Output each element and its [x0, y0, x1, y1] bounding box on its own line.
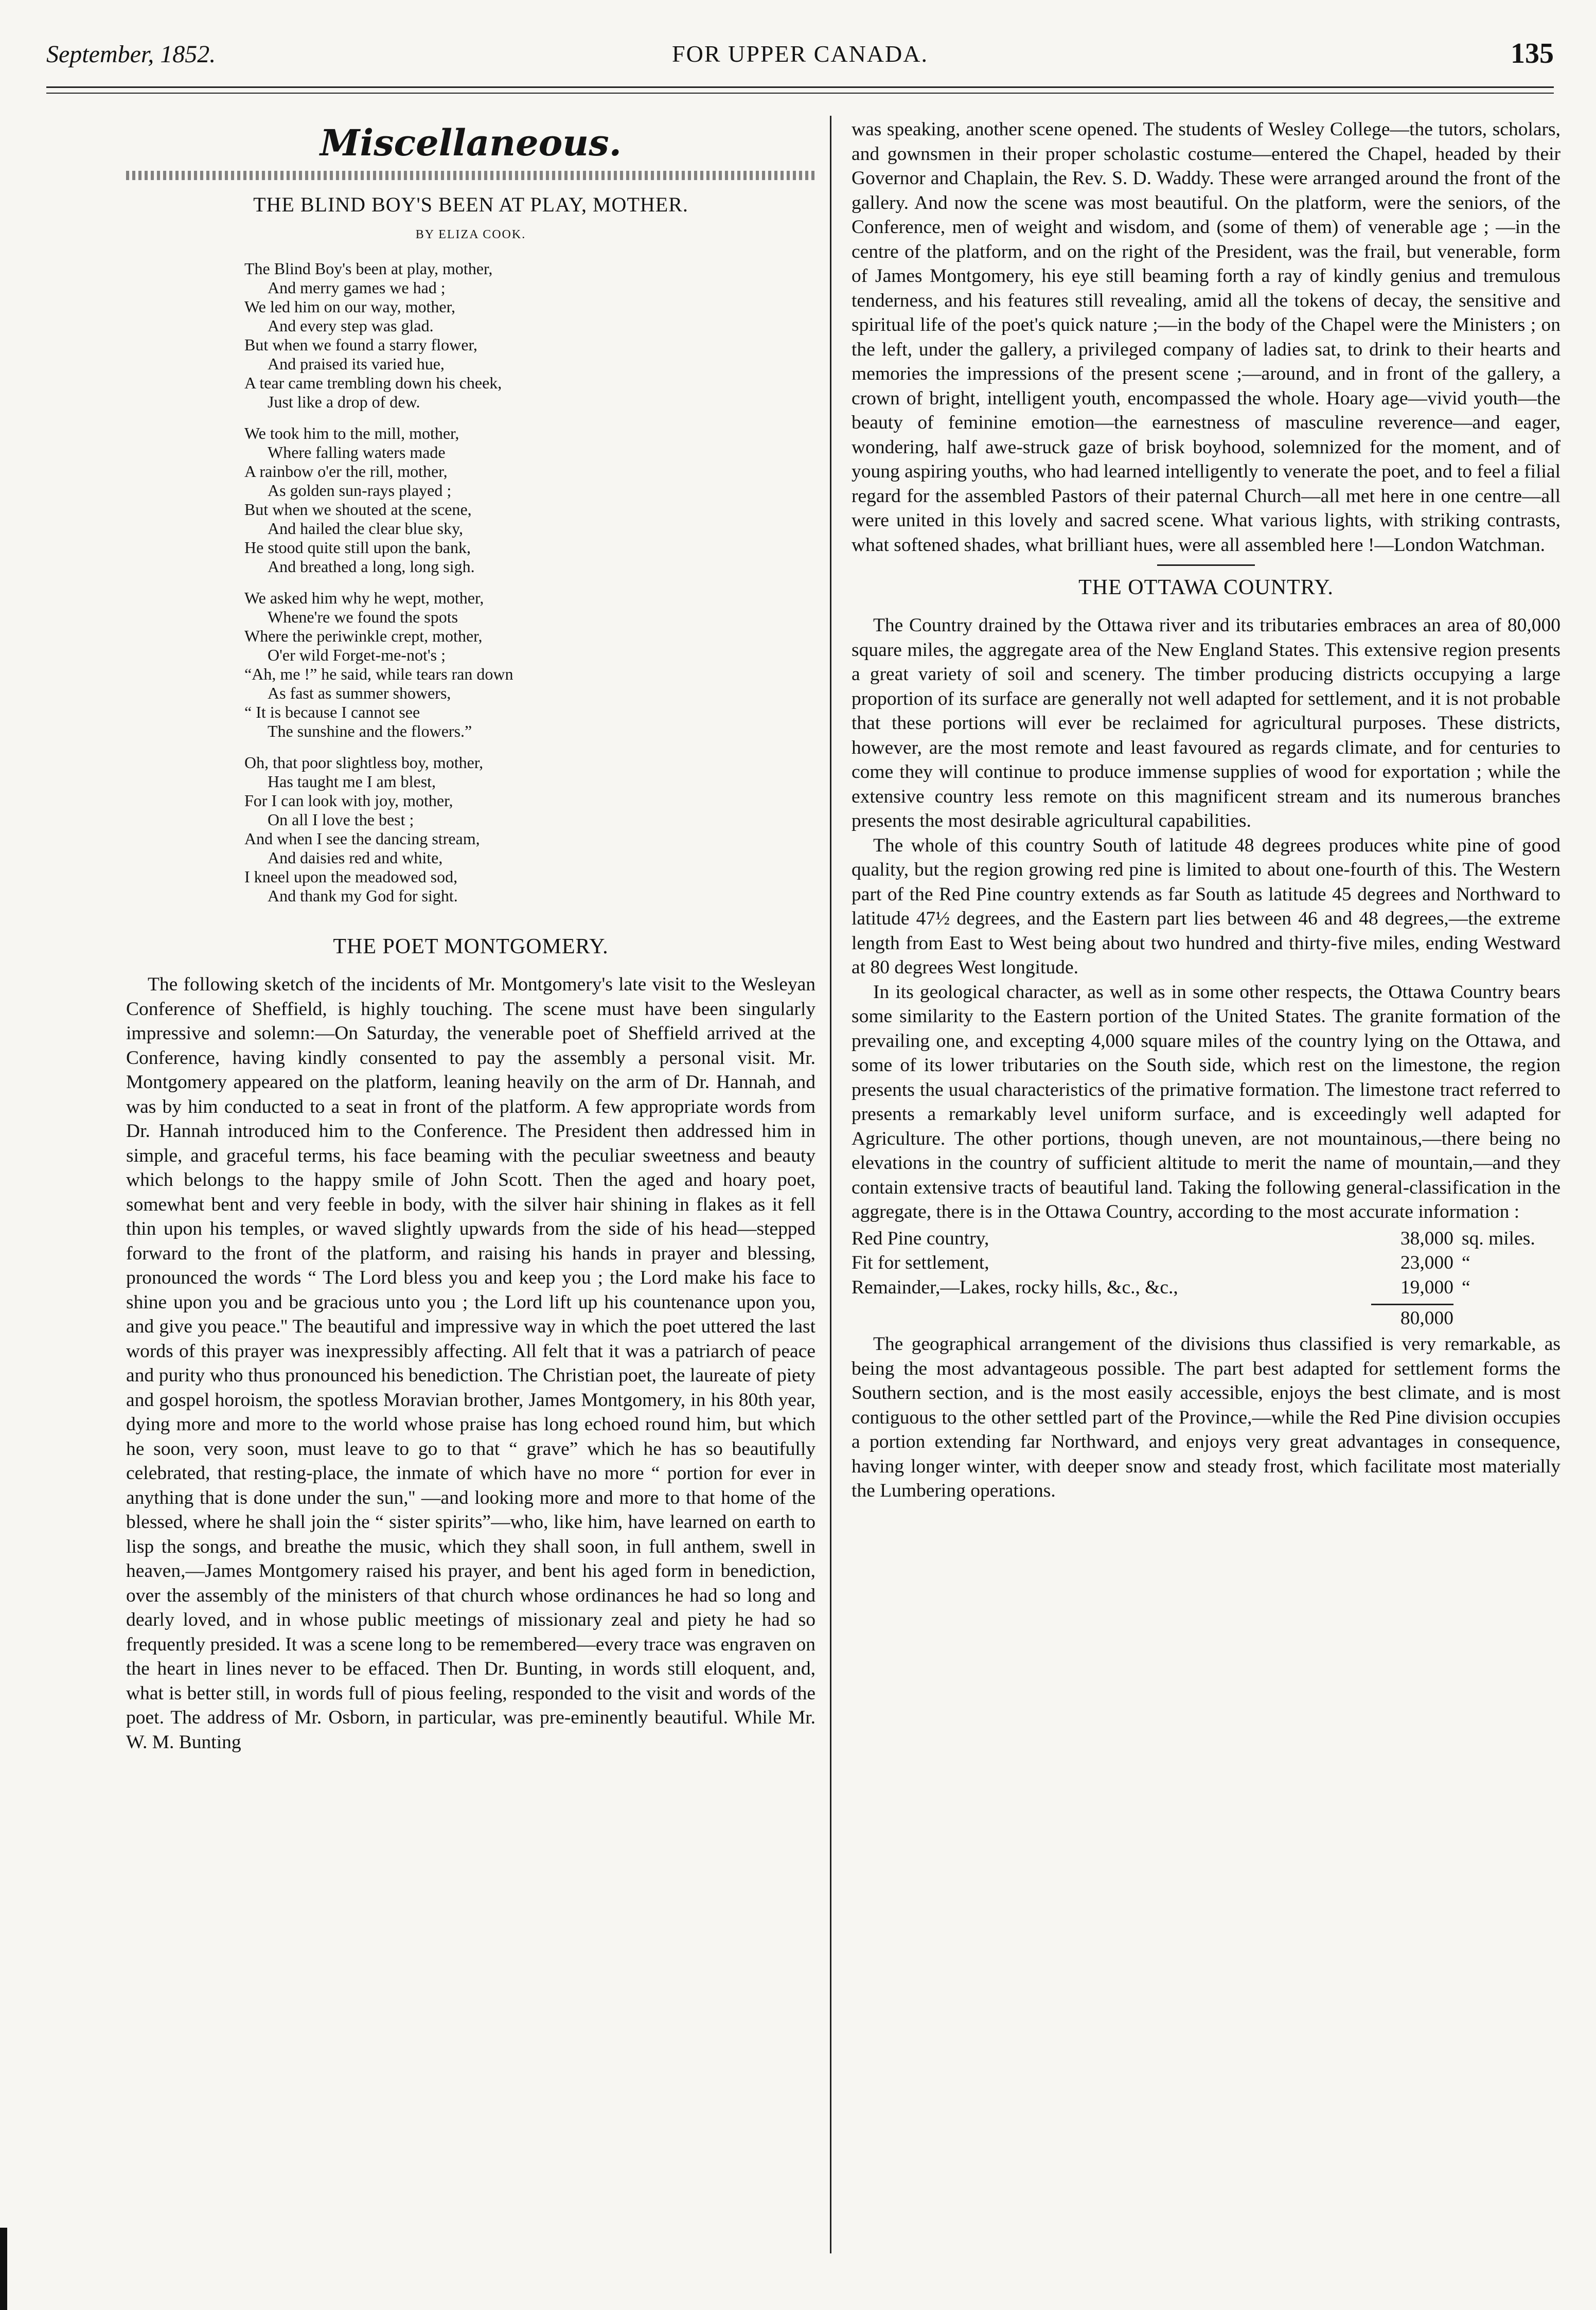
poem-line: Where the periwinkle crept, mother,: [244, 627, 483, 645]
poem-line: For I can look with joy, mother,: [244, 791, 453, 810]
table-row: [852, 1275, 1560, 1300]
article-paragraph: The following sketch of the incidents of Mr. Montgomery's late visit to the Wesleyan Conference of Sheffield, is highly touching. The scene must have been singularly impressive and solemn:—On Saturday, the venerable poet of Sheffield arrived at the Conference, having kindly consented to pay the assembly a personal visit. Mr. Montgomery appeared on the platform, leaning heavily on the arm of Dr. Hannah, and was by him conducted to a seat in front of the platform. A few appropriate words from Dr. Hannah introduced him to the Conference. The President then addressed him in simple, and graceful terms, his face beaming with the peculiar sweetness and beauty which belongs to the happy smile of John Scott. Then the aged and hoary poet, somewhat bent and very feeble in body, with the silver hair shining in flakes as it fell thin upon his temples, or waved slightly upwards from the side of his head—stepped forward to the front of the platform, and raising his hands in prayer and blessing, pronounced the words “ The Lord bless you and keep you ; the Lord make his face to shine upon you and be gracious unto you ; the Lord lift up his countenance upon you, and give you peace.'' The beautiful and impressive way in which the poet uttered the last words of this prayer was inexpressibly affecting. All felt that it was a patriarch of peace and purity who thus pronounced his benediction. The Christian poet, the laureate of piety and gospel horoism, the spotless Moravian brother, James Montgomery, in his 80th year, dying more and more to the world whose praise has long echoed round him, but which he soon, very soon, must leave to go to that “ grave” which he has so beautifully celebrated, that resting-place, the inmate of which have no more “ portion for ever in anything that is done under the sun,'' —and looking more and more to that home of the blessed, where he shall join the “ sister spirits”—who, like him, have learned on earth to lisp the songs, and breathe the music, which they shall soon, in full anthem, swell in heaven,—James Montgomery raised his prayer, and bent his aged form in benediction, over the assembly of the ministers of that church whose ordinances he had so long and dearly loved, and in whose public meetings of missionary zeal and piety he had so frequently presided. It was a scene long to be remembered—every trace was engraven on the heart in lines never to be effaced. Then Dr. Bunting, in words still eloquent, and, what is better still, in words full of pious feeling, responded to the visit and words of the poet. The address of Mr. Osborn, in particular, was pre-eminently beautiful. While Mr. W. M. Bunting: [126, 974, 815, 1753]
poem-line: Oh, that poor slightless boy, mother,: [244, 753, 484, 772]
page-header: [46, 40, 1554, 76]
header-rule-top: [46, 86, 1554, 88]
poem-line: O'er wild Forget-me-not's ;: [268, 646, 446, 664]
poem: [126, 192, 815, 905]
poem-line: Whene're we found the spots: [268, 608, 458, 626]
poem-line: We led him on our way, mother,: [244, 297, 455, 316]
row-value: 23,000: [1400, 1252, 1453, 1273]
row-unit: sq. miles.: [1462, 1228, 1535, 1249]
poem-line: And hailed the clear blue sky,: [268, 519, 464, 538]
poem-line: Just like a drop of dew.: [268, 393, 420, 411]
issue-date: September, 1852.: [46, 41, 216, 68]
article-paragraph: The whole of this country South of latitude 48 degrees produces white pine of good quality, but the region growing red pine is limited to about one-fourth of this. The Western part of the Red Pine country extends as far South as latitude 45 degrees and Northward to latitude 47½ degrees, and the Eastern part lies between 46 and 48 degrees,—the extreme length from East to West being about two hundred and thirty-five miles, ending Westward at 80 degrees West longitude.: [852, 834, 1560, 978]
poem-line: Has taught me I am blest,: [268, 772, 436, 791]
poem-line: But when we found a starry flower,: [244, 335, 477, 354]
article-separator: [1157, 564, 1255, 566]
stanza-2: [244, 424, 815, 576]
poem-line: He stood quite still upon the bank,: [244, 538, 471, 557]
poem-line: The Blind Boy's been at play, mother,: [244, 259, 493, 278]
row-label: Fit for settlement,: [852, 1252, 989, 1273]
row-unit: “: [1462, 1252, 1470, 1273]
poem-line: And when I see the dancing stream,: [244, 829, 480, 848]
article-montgomery: [126, 934, 815, 1754]
poem-line: “ It is because I cannot see: [244, 703, 420, 721]
stanza-1: [244, 259, 815, 412]
poem-line: And praised its varied hue,: [268, 354, 445, 373]
article-title: THE POET MONTGOMERY.: [333, 935, 609, 958]
poem-line: On all I love the best ;: [268, 810, 414, 829]
section-heading: Miscellaneous.: [320, 121, 622, 164]
article-title: THE OTTAWA COUNTRY.: [1078, 576, 1334, 599]
poem-line: A rainbow o'er the rill, mother,: [244, 462, 448, 481]
poem-line: A tear came trembling down his cheek,: [244, 374, 502, 392]
row-label: Red Pine country,: [852, 1228, 989, 1249]
table-row: [852, 1227, 1560, 1251]
row-unit: “: [1462, 1276, 1470, 1298]
area-classification-table: [852, 1227, 1560, 1332]
poem-line: The sunshine and the flowers.”: [268, 722, 472, 740]
table-row: [852, 1251, 1560, 1275]
poem-line: I kneel upon the meadowed sod,: [244, 867, 458, 886]
scan-edge-shadow: [0, 2228, 21, 2310]
poem-line: And every step was glad.: [268, 316, 434, 335]
poem-line: As golden sun-rays played ;: [268, 481, 452, 500]
poem-line: We asked him why he wept, mother,: [244, 589, 484, 607]
row-value: 38,000: [1400, 1228, 1453, 1249]
poem-title: THE BLIND BOY'S BEEN AT PLAY, MOTHER.: [253, 193, 688, 216]
poem-line: Where falling waters made: [268, 443, 446, 461]
ornamental-rule: [126, 171, 815, 180]
poem-line: And daisies red and white,: [268, 848, 443, 867]
poem-line: And thank my God for sight.: [268, 886, 458, 905]
right-column: [852, 117, 1560, 1503]
article-paragraph: The geographical arrangement of the divisions thus classified is very remarkable, as being the most advantageous possible. The part best adapted for settlement forms the Southern section, and is the most easily accessible, enjoys the best climate, and is most contiguous to the other settled part of the Province,—while the Red Pine division occupies a portion extending far Northward, and enjoys very great advantages in consequence, having longer winter, with deeper snow and steady frost, which facilitate most materially the Lumbering operations.: [852, 1334, 1560, 1501]
poem-line: As fast as summer showers,: [268, 684, 451, 702]
article-continuation: was speaking, another scene opened. The students of Wesley College—the tutors, scholars, and gownsmen in their proper scholastic costume—entered the Chapel, headed by their Governor and Chaplain, the Rev. S. D. Waddy. These were arranged around the front of the gallery. And now the scene was most beautiful. On the platform, were the seniors, of the Conference, men of weight and wisdom, and (some of them) of venerable age ; —in the centre of the platform, and on the right of the President, was the frail, but venerable, form of James Montgomery, his eye still beaming forth a ray of kindly genius and tremulous tenderness, and his features still revealing, amid all the tokens of decay, the sensitive and spiritual life of the poet's quick nature ;—in the body of the Chapel were the Ministers ; on the left, under the gallery, a privileged company of ladies sat, to drink to their hearts and memories the impressions of the present scene ;—around, and in front of the gallery, a crown of bright, intelligent youth, encompassed the whole. Hoary age—vivid youth—the beauty of feminine emotion—the earnestness of masculine reverence—and eager, wondering, half awe-struck gaze of brisk boyhood, solemnized for the moment, and of young aspiring youths, who had learned intelligently to venerate the poet, and to feel a filial regard for the assembled Pastors of their paternal Church—all met here in one centre—all were united in this lovely and sacred scene. What various lights, with striking contrasts, what softened shades, what brilliant hues, were all assembled here !—London Watchman.: [852, 119, 1560, 556]
header-rule-bottom: [46, 93, 1554, 94]
poem-line: But when we shouted at the scene,: [244, 500, 472, 519]
stanza-3: [244, 589, 815, 741]
poem-line: And merry games we had ;: [268, 278, 446, 297]
article-paragraph: In its geological character, as well as in some other respects, the Ottawa Country bears some similarity to the Eastern portion of the United States. The granite formation of the prevailing one, and excepting 4,000 square miles of the country lying on the Ottawa, and some of its lower tributaries on the South side, which rest on the limestone, the region presents the usual characteristics of the primative formation. The limestone tract referred to presents a remarkably level uniform surface, and is exceedingly well adapted for Agriculture. The other portions, though uneven, are not mountainous,—there being no elevations in the country of sufficient altitude to merit the name of mountain,—and they contain extensive tracts of beautiful land. Taking the following general-classification in the aggregate, there is in the Ottawa Country, according to the most accurate information :: [852, 981, 1560, 1222]
stanza-4: [244, 753, 815, 905]
poem-line: We took him to the mill, mother,: [244, 424, 459, 442]
table-total: 80,000: [1400, 1308, 1453, 1329]
page-number: 135: [1511, 38, 1554, 69]
article-paragraph: The Country drained by the Ottawa river and its tributaries embraces an area of 80,000 square miles, the aggregate area of the New England States. This extensive region presents a great variety of soil and scenery. The timber producing districts occupying a large proportion of its surface are generally not well adapted for settlement, and it is not probable that these portions will ever be reclaimed for agricultural purposes. These districts, however, are the most remote and least favoured as regards climate, and for centuries to come they will continue to produce immense supplies of wood for exportation ; while the extensive country less remote on this magnificent stream and its numerous branches presents the most desirable agricultural capabilities.: [852, 615, 1560, 831]
poem-line: “Ah, me !” he said, while tears ran down: [244, 665, 513, 683]
column-divider: [830, 116, 831, 2253]
row-value: 19,000: [1400, 1276, 1453, 1298]
poem-line: And breathed a long, long sigh.: [268, 557, 475, 576]
publication-title: FOR UPPER CANADA.: [672, 41, 928, 67]
row-label: Remainder,—Lakes, rocky hills, &c., &c.,: [852, 1276, 1178, 1298]
article-ottawa: [852, 575, 1560, 1503]
poem-byline: BY ELIZA COOK.: [415, 228, 526, 241]
left-column: [126, 117, 815, 1754]
